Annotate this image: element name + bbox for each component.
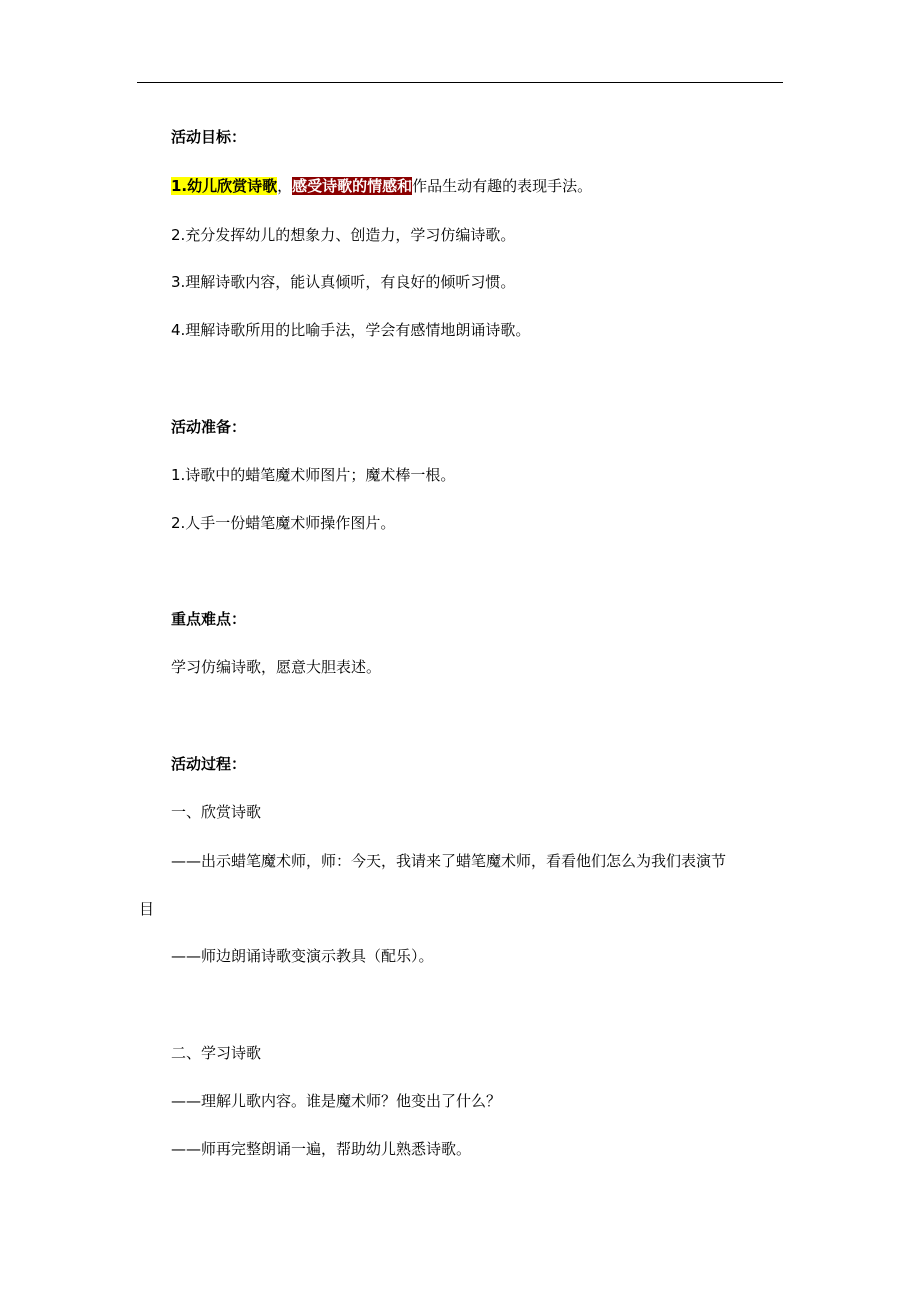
goal-item-1-highlight-yellow: 1.幼儿欣赏诗歌 (171, 177, 278, 195)
process-step-1-title: 一、欣赏诗歌 (171, 803, 262, 821)
process-step-1-line-2: ——师边朗诵诗歌变演示教具（配乐）。 (171, 947, 434, 965)
key-points-heading: 重点难点： (171, 610, 247, 628)
process-step-2-line-1: ——理解儿歌内容。谁是魔术师？他变出了什么？ (171, 1092, 502, 1110)
process-step-2-line-2: ——师再完整朗诵一遍，帮助幼儿熟悉诗歌。 (171, 1140, 472, 1158)
key-points-text: 学习仿编诗歌，愿意大胆表述。 (171, 658, 382, 676)
goal-item-1-highlight-red: 感受诗歌的情感和 (292, 177, 413, 195)
process-step-1-line-1-continued: 目 (139, 900, 155, 918)
preparation-heading: 活动准备： (171, 418, 247, 436)
goals-heading: 活动目标： (171, 128, 247, 146)
process-step-2-title: 二、学习诗歌 (171, 1044, 262, 1062)
goal-item-2: 2.充分发挥幼儿的想象力、创造力，学习仿编诗歌。 (171, 226, 516, 244)
header-rule (137, 82, 783, 83)
process-step-1-line-1: ——出示蜡笔魔术师，师：今天，我请来了蜡笔魔术师，看看他们怎么为我们表演节 (171, 852, 727, 870)
goal-item-4: 4.理解诗歌所用的比喻手法，学会有感情地朗诵诗歌。 (171, 321, 531, 339)
preparation-item-2: 2.人手一份蜡笔魔术师操作图片。 (171, 514, 396, 532)
preparation-item-1: 1.诗歌中的蜡笔魔术师图片；魔术棒一根。 (171, 466, 456, 484)
goal-item-1 (171, 176, 592, 196)
goal-item-3: 3.理解诗歌内容，能认真倾听，有良好的倾听习惯。 (171, 273, 516, 291)
goal-item-1-comma: ， (277, 177, 293, 195)
process-heading: 活动过程： (171, 755, 247, 773)
goal-item-1-rest: 作品生动有趣的表现手法。 (412, 177, 593, 195)
